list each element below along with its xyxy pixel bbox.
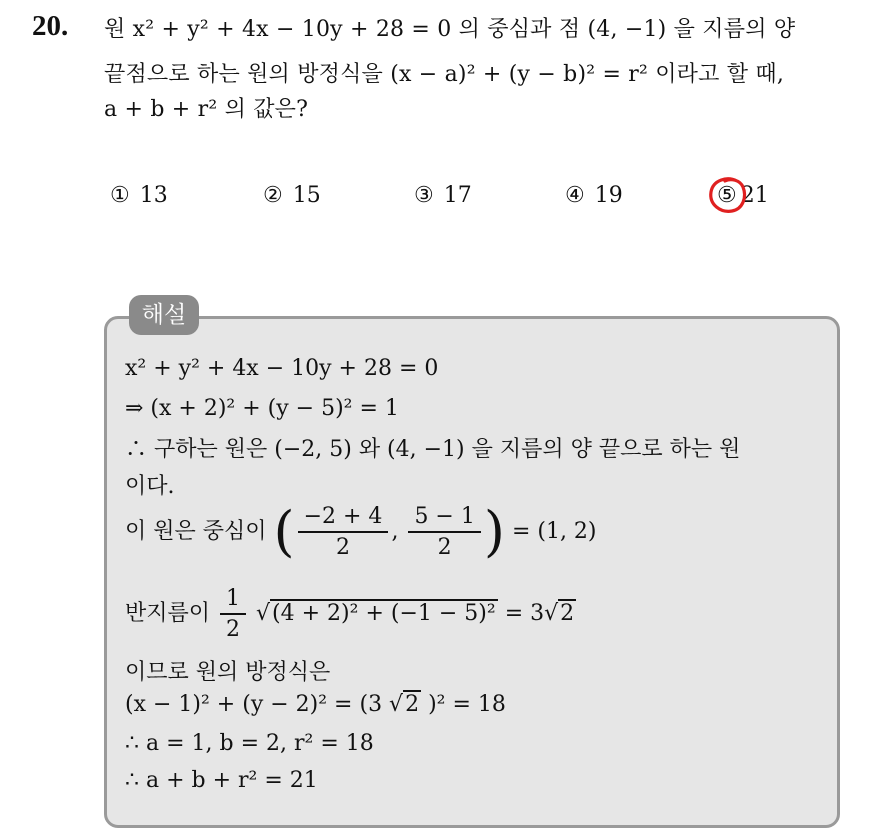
choice-4[interactable]	[565, 183, 623, 208]
choice-1-mark: ①	[110, 183, 130, 208]
sqrt-icon: √	[382, 692, 404, 717]
radius-prefix: 반지름이	[125, 601, 211, 626]
choice-3-value: 17	[443, 183, 472, 208]
fraction-x-numerator: −2 + 4	[298, 504, 389, 533]
radius-result: = 3	[504, 601, 545, 626]
solution-line-7: 이므로 원의 방정식은	[125, 660, 331, 685]
line8-part-b: )² = 18	[428, 692, 506, 717]
solution-tag: 해설	[129, 295, 199, 335]
fraction-x	[298, 504, 389, 560]
line8-part-a: (x − 1)² + (y − 2)² = (3	[125, 692, 383, 717]
solution-radius-line	[125, 586, 576, 642]
choice-1[interactable]	[110, 183, 168, 208]
solution-line-4: 이다.	[125, 474, 175, 499]
center-prefix: 이 원은 중심이	[125, 519, 267, 544]
question-line-3: a + b + r² 의 값은?	[104, 97, 309, 122]
fraction-y-numerator: 5 − 1	[408, 504, 480, 533]
question-number: 20.	[32, 10, 69, 42]
solution-line-8	[125, 692, 506, 717]
choice-4-mark: ④	[565, 183, 585, 208]
choice-4-value: 19	[594, 183, 623, 208]
fraction-half-denominator: 2	[226, 617, 241, 642]
right-paren: )	[483, 500, 505, 563]
radius-sqrt-body: (4 + 2)² + (−1 − 5)²	[272, 601, 496, 626]
fraction-x-denominator: 2	[336, 535, 350, 560]
solution-line-9: ∴ a = 1, b = 2, r² = 18	[125, 731, 374, 756]
solution-center-line	[125, 500, 597, 563]
choice-5-value: 21	[740, 183, 769, 208]
choice-3[interactable]	[414, 183, 472, 208]
solution-line-10: ∴ a + b + r² = 21	[125, 768, 318, 793]
solution-line-3: ∴ 구하는 원은 (−2, 5) 와 (4, −1) 을 지름의 양 끝으로 하는 원	[125, 437, 741, 462]
fraction-separator: ,	[391, 519, 399, 544]
fraction-y-denominator: 2	[437, 535, 452, 560]
choice-2-mark: ②	[263, 183, 283, 208]
radius-sqrt2-body: 2	[560, 601, 575, 626]
left-paren: (	[273, 500, 295, 563]
choice-3-mark: ③	[414, 183, 434, 208]
fraction-half	[220, 586, 246, 642]
center-result: = (1, 2)	[511, 519, 597, 544]
question-line-1: 원 x² + y² + 4x − 10y + 28 = 0 의 중심과 점 (4, −1) 을 지름의 양	[104, 17, 796, 42]
solution-line-2: ⇒ (x + 2)² + (y − 5)² = 1	[125, 396, 399, 421]
solution-line-1: x² + y² + 4x − 10y + 28 = 0	[125, 356, 439, 381]
answer-circle-icon	[707, 175, 749, 215]
choice-1-value: 13	[139, 183, 168, 208]
question-line-2: 끝점으로 하는 원의 방정식을 (x − a)² + (y − b)² = r² 이라고 할 때,	[104, 62, 785, 87]
line8-sqrt-body: 2	[405, 692, 420, 717]
fraction-half-numerator: 1	[220, 586, 246, 615]
choice-2-value: 15	[292, 183, 321, 208]
sqrt-icon: √	[256, 601, 271, 626]
fraction-y	[408, 504, 480, 560]
sqrt-icon: √	[544, 601, 559, 626]
choice-2[interactable]	[263, 183, 321, 208]
choice-5-mark: ⑤	[717, 183, 737, 208]
